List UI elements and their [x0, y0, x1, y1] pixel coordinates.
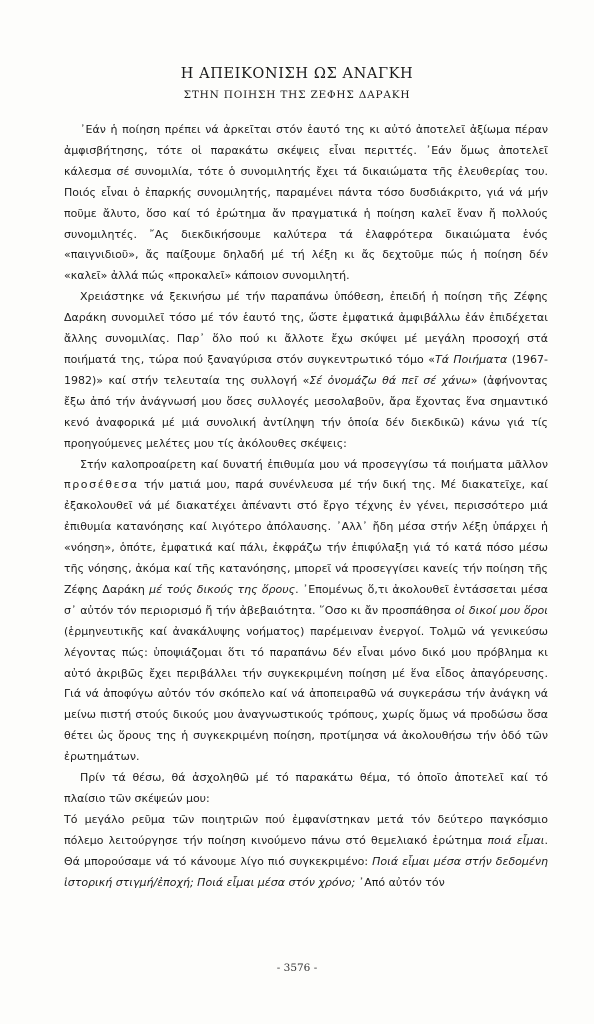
paragraph-2 — [64, 287, 548, 454]
page-number: - 3576 - — [276, 962, 318, 974]
text-run: Χρειάστηκε νά ξεκινήσω μέ τήν παραπάνω ὑπόθεση, ἐπειδή ἡ ποίηση τῆς Ζέφης Δαράκη συνομιλεῖ τόσο μέ τόν ἑαυτό της, ὥστε ἐμφατικά ἀμφιβάλλω ἐάν ἐπιδέχεται ἄλλης συνομιλίας. Παρ᾿ ὅλο πού κι ἄλλοτε ἔχω σκύψει μέ μεγάλη προσοχή στά ποιήματά της, τώρα πού ξαναγύρισα στόν συγκεντρωτικό τόμο « — [64, 290, 548, 366]
text-run: τήν ματιά μου, παρά συνένλευσα μέ τήν δική της. Μέ διακατεῖχε, καί ἐξακολουθεῖ νά μέ διακατέχει ἀπέναντι στό ἔργο τέχνης ἐν γένει, περισσότερο μιά ἐπιθυμία κατανόησης καί λιγότερο ἀπόλαυσης. ᾿Αλλ᾿ ἤδη μέσα στήν λέξη ὑπάρχει ἡ «νόηση», ὁπότε, ἐμφατικά καί πάλι, ἐκφράζω τήν ἐπιφύλαξη γιά τό κατά πόσο μέσω τῆς νόησης, ἀκόμα καί τῆς κατανόησης, μπορεῖ νά προσεγγίσει κανείς τήν ποίηση τῆς Ζέφης Δαράκη — [64, 478, 548, 596]
paragraph-1 — [64, 120, 548, 287]
spaced-text: προσέθεσα — [64, 478, 139, 492]
paragraph-4 — [64, 768, 548, 810]
italic-text: Τά Ποιήματα — [434, 352, 508, 366]
text-run: . ᾿Επομένως ὅ,τι ἀκολουθεῖ ἐντάσσεται μέσα σ᾿ αὐτόν τόν περιορισμό ἤ τήν ἀβεβαιότητα. ῞Οσο κι ἄν προσπάθησα — [64, 582, 549, 617]
text-run: » (ἀφήνοντας ἔξω ἀπό τήν ἀνάγνωσή μου ὅσες συλλογές μεσολαβοῦν, ἄρα ἔχοντας ἕνα σημαντικό κενό ἀναφορικά μέ μιά συνολική ἀντίληψη τήν ὁποία δέν διεκδικῶ) κάνω γιά τίς προηγούμενες μελέτες μου τίς ἀκόλουθες σκέψεις: — [64, 373, 548, 450]
italic-text: Σέ ὀνομάζω θά πεῖ σέ χάνω — [309, 373, 471, 387]
text-run: Τό μεγάλο ρεῦμα τῶν ποιητριῶν πού ἐμφανίστηκαν μετά τόν δεύτερο παγκόσμιο πόλεμο λειτούργησε τήν ποίηση κινούμενο πάνω στό θεμελιακό ἐρώτημα — [64, 812, 548, 847]
text-run: Στήν καλοπροαίρετη καί δυνατή ἐπιθυμία μου νά προσεγγίσω τά ποιήματα μᾶλλον — [80, 457, 548, 471]
text-run: . Θά μπορούσαμε νά τό κάνουμε λίγο πιό συγκεκριμένο: — [64, 833, 548, 868]
text-run: (1967-1982)» καί στήν τελευταία της συλλογή « — [64, 352, 548, 387]
paragraph-3 — [64, 455, 548, 769]
italic-text: μέ τούς δικούς της ὅρους — [149, 582, 296, 596]
italic-text: Ποιά εἶμαι μέσα στήν δεδομένη ἱστορική στιγμή/ἐποχή; Ποιά εἶμαι μέσα στόν χρόνο; — [64, 854, 548, 889]
text-run: ᾿Από αὐτόν τόν — [355, 875, 445, 889]
article-title: Η ΑΠΕΙΚΟΝΙΣΗ ΩΣ ΑΝΑΓΚΗ — [180, 66, 414, 82]
article-body — [64, 120, 548, 894]
italic-text: οἱ δικοί μου ὅροι — [454, 603, 548, 617]
text-run: ᾿Εάν ἡ ποίηση πρέπει νά ἀρκεῖται στόν ἑαυτό της κι αὐτό ἀποτελεῖ ἀξίωμα πέραν ἀμφισβήτησης, τότε οἱ παρακάτω σκέψεις εἶναι περιττές. ᾿Εάν ὅμως ἀποτελεῖ κάλεσμα σέ συνομιλία, τότε ὁ συνομιλητής ἔχει τά δικαιώματα τῆς ἐλευθερίας του. Ποιός εἶναι ὁ ἐπαρκής συνομιλητής, παραμένει πάντα τόσο δυσδιάκριτο, γιά νά μήν ποῦμε ἄλυτο, ὅσο καί τό ἐρώτημα ἄν πραγματικά ἡ ποίηση καλεῖ ἕναν ἤ πολλούς συνομιλητές. ῎Ας διεκδικήσουμε καλύτερα τά ἐλαφρότερα δικαιώματα ἑνός «παιγνιδιοῦ», ἄς παίξουμε δηλαδή μέ τή λέξη κι ἄς δεχτοῦμε πώς ἡ ποίηση δέν «καλεῖ» ἀλλά πώς «προκαλεῖ» κάποιον συνομιλητή. — [64, 123, 548, 283]
italic-text: ποιά εἶμαι — [487, 833, 545, 847]
text-run: (ἑρμηνευτικῆς καί ἀνακάλυψης νοήματος) παρέμειναν ἐνεργοί. Τολμῶ νά γενικεύσω λέγοντας πώς: ὑποψιάζομαι ὅτι τό παραπάνω δέν εἶναι μόνο δικό μου πρόβλημα κι αὐτό ἀκριβῶς ἔχει περιβάλλει τήν συγκεκριμένη ποίηση μέ ἕνα εἶδος ἀπαγόρευσης. Γιά νά ἀποφύγω αὐτόν τόν σκόπελο καί νά ἀποπειραθῶ νά συγκεράσω τήν ἀνάγκη νά μείνω πιστή στούς δικούς μου ἀναγνωστικούς τρόπους, χωρίς ὅμως νά προδώσω ὅσα θέτει ὡς ὅρους της ἡ συγκεκριμένη ποίηση, προτίμησα νά ἀκολουθήσω τήν ὁδό τῶν ἐρωτημάτων. — [64, 624, 548, 764]
article-subtitle: ΣΤΗΝ ΠΟΙΗΣΗ ΤΗΣ ΖΕΦΗΣ ΔΑΡΑΚΗ — [183, 89, 411, 101]
text-run: Πρίν τά θέσω, θά ἀσχοληθῶ μέ τό παρακάτω θέμα, τό ὁποῖο ἀποτελεῖ καί τό πλαίσιο τῶν σκέψεών μου: — [64, 771, 548, 805]
paragraph-5 — [64, 810, 548, 894]
